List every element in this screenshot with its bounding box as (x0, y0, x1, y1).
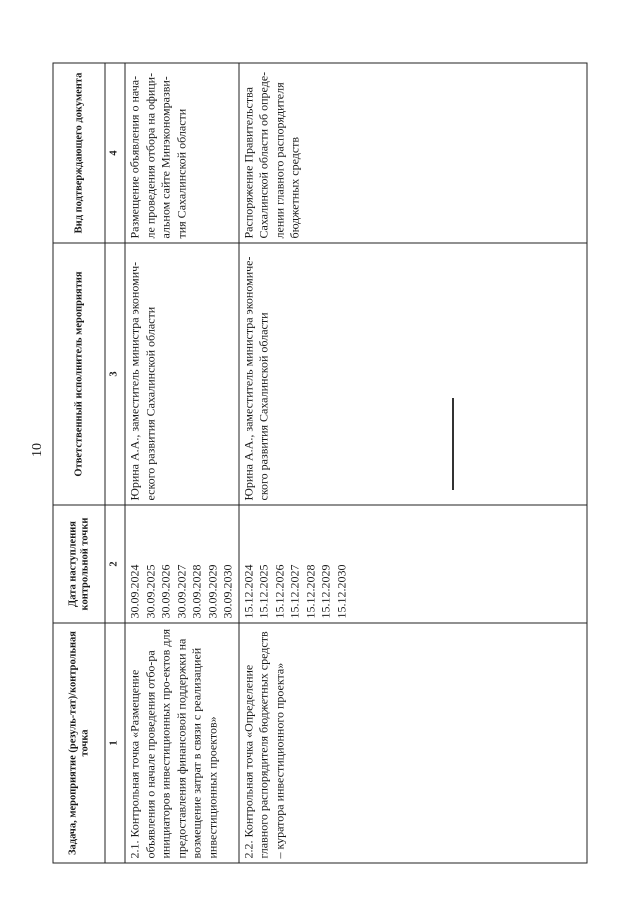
header-date: Дата наступления контрольной точки (53, 505, 105, 623)
executor-cell: Юрина А.А., заместитель министра экономич-еского развития Сахалинской области (125, 243, 239, 505)
rotated-table-container (53, 63, 588, 863)
page-number: 10 (30, 443, 45, 457)
document-cell: Размещение объявления о нача-ле проведения отбора на офици-альном сайте Минэкономразви-тия Сахалинской области (125, 63, 239, 243)
column-number-row (105, 63, 125, 863)
table-row (239, 63, 588, 863)
table-header-row (53, 63, 105, 863)
header-executor: Ответственный исполнитель мероприятия (53, 243, 105, 505)
header-task: Задача, мероприятие (резуль-тат)/контрольная точка (53, 623, 105, 863)
document-cell: Распоряжение Правительства Сахалинской области об опреде-лении главного распорядителя бюджетных средств (239, 63, 588, 243)
control-points-table (53, 62, 588, 863)
column-number: 3 (105, 243, 125, 505)
column-number: 4 (105, 63, 125, 243)
dates-cell: 15.12.2024 15.12.2025 15.12.2026 15.12.2027 15.12.2028 15.12.2029 15.12.2030 (239, 505, 588, 623)
column-number: 1 (105, 623, 125, 863)
task-cell: 2.2. Контрольная точка «Определение главного распорядителя бюджетных средств – куратора инвестиционного проекта» (239, 623, 588, 863)
table-row (125, 63, 239, 863)
column-number: 2 (105, 505, 125, 623)
task-cell: 2.1. Контрольная точка «Размещение объявления о начале проведения отбо-ра инициаторов инвестиционных про-ектов для предоставления финансовой поддержки на возмещение затрат в связи с реализацией инвестиционных проектов» (125, 623, 239, 863)
header-document: Вид подтверждающего документа (53, 63, 105, 243)
dates-cell: 30.09.2024 30.09.2025 30.09.2026 30.09.2027 30.09.2028 30.09.2029 30.09.2030 (125, 505, 239, 623)
executor-cell: Юрина А.А., заместитель министра экономиче-ского развития Сахалинской области (239, 243, 588, 505)
